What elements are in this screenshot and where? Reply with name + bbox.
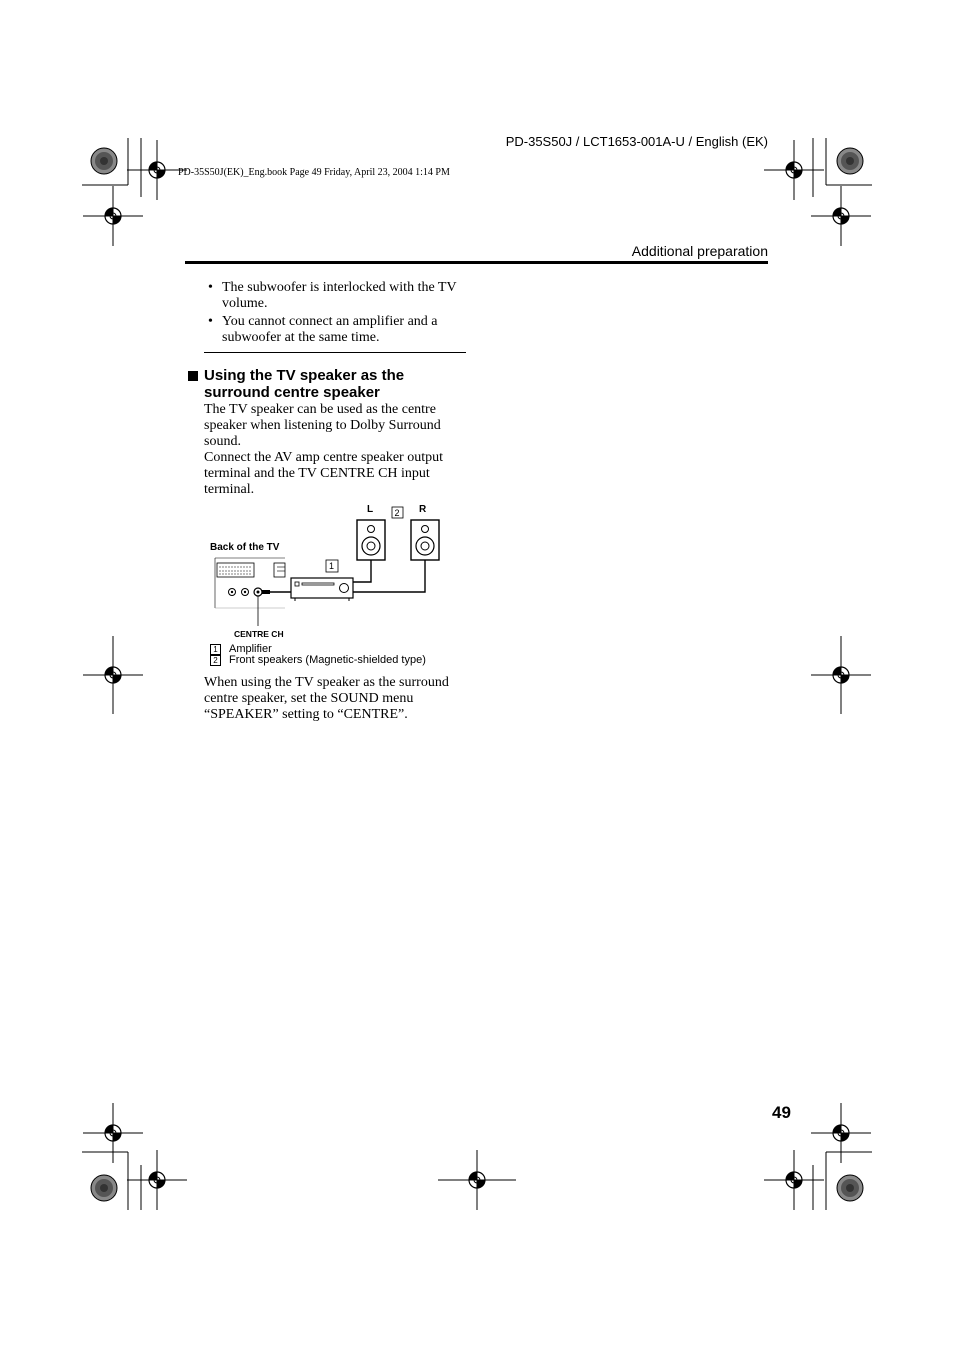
legend-text: Front speakers (Magnetic-shielded type) xyxy=(229,654,426,666)
paragraph-connect: Connect the AV amp centre speaker output terminal and the TV CENTRE CH input terminal. xyxy=(204,450,443,497)
reg-mark-right-middle xyxy=(811,636,871,714)
note-item: • The subwoofer is interlocked with the TV volume. xyxy=(204,280,466,312)
reg-mark-bottom-center xyxy=(438,1150,516,1210)
paragraph-setting: When using the TV speaker as the surround centre speaker, set the SOUND menu “SPEAKER” setting to “CENTRE”. xyxy=(204,675,449,722)
section-title: Additional preparation xyxy=(631,243,768,259)
legend-number: 1 xyxy=(210,644,221,655)
reg-mark-left-middle xyxy=(83,636,143,714)
legend-number: 2 xyxy=(210,655,221,666)
legend-text: Amplifier xyxy=(229,643,272,655)
callout-1: 1 xyxy=(329,561,335,571)
header-model-line: PD-35S50J / LCT1653-001A-U / English (EK) xyxy=(505,134,768,149)
crop-mark-top-right xyxy=(764,138,872,246)
crop-mark-bottom-left xyxy=(82,1103,187,1210)
page-number: 49 xyxy=(772,1103,791,1122)
centre-ch-label: CENTRE CH xyxy=(234,629,284,639)
section-heading: Using the TV speaker as the surround centre speaker xyxy=(204,367,405,401)
callout-2: 2 xyxy=(394,508,400,518)
book-info: PD-35S50J(EK)_Eng.book Page 49 Friday, April 23, 2004 1:14 PM xyxy=(178,167,450,178)
crop-mark-top-left xyxy=(82,138,187,246)
paragraph-intro: The TV speaker can be used as the centre speaker when listening to Dolby Surround sound. xyxy=(204,402,441,449)
note-item: • You cannot connect an amplifier and a subwoofer at the same time. xyxy=(204,314,466,346)
speaker-left-label: L xyxy=(367,504,374,515)
back-of-tv-label: Back of the TV xyxy=(210,542,280,553)
crop-mark-bottom-right xyxy=(764,1103,872,1210)
speaker-right-label: R xyxy=(419,504,427,515)
